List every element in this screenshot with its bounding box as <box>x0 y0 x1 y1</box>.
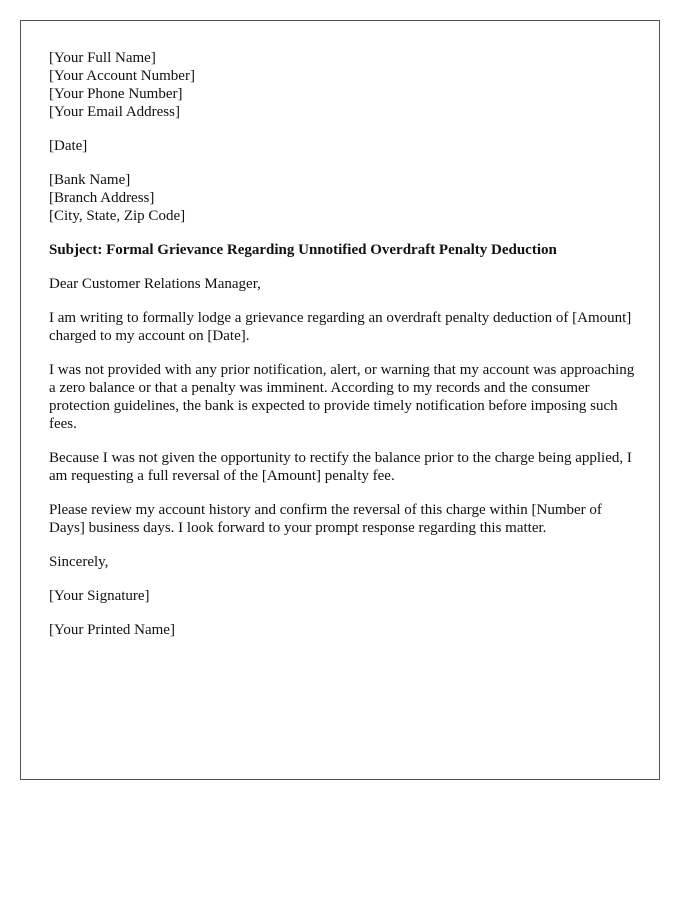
sender-email: [Your Email Address] <box>49 104 180 120</box>
recipient-city-state-zip: [City, State, Zip Code] <box>49 208 186 224</box>
printed-name: [Your Printed Name] <box>49 622 175 638</box>
signature-placeholder: [Your Signature] <box>49 588 150 604</box>
recipient-block <box>49 171 639 225</box>
date-block <box>49 137 639 155</box>
letter-content <box>49 49 639 655</box>
salutation: Dear Customer Relations Manager, <box>49 276 261 292</box>
sender-phone: [Your Phone Number] <box>49 86 183 102</box>
closing: Sincerely, <box>49 554 109 570</box>
body-paragraph-2: I was not provided with any prior notification, alert, or warning that my account was approaching a zero balance or that a penalty was imminent. According to my records and the consumer protection guidelines, the bank is expected to provide timely notification before imposing such fees. <box>49 362 635 432</box>
body-paragraph-1: I am writing to formally lodge a grievance regarding an overdraft penalty deduction of [Amount] charged to my account on [Date]. <box>49 310 632 344</box>
body-paragraph-4: Please review my account history and confirm the reversal of this charge within [Number of Days] business days. I look forward to your prompt response regarding this matter. <box>49 502 602 536</box>
letter-subject: Subject: Formal Grievance Regarding Unnotified Overdraft Penalty Deduction <box>49 242 557 258</box>
recipient-bank-name: [Bank Name] <box>49 172 131 188</box>
recipient-branch-address: [Branch Address] <box>49 190 155 206</box>
letter-page <box>20 20 660 780</box>
sender-name: [Your Full Name] <box>49 50 156 66</box>
sender-account-number: [Your Account Number] <box>49 68 195 84</box>
sender-block <box>49 49 639 121</box>
body-paragraph-3: Because I was not given the opportunity to rectify the balance prior to the charge being applied, I am requesting a full reversal of the [Amount] penalty fee. <box>49 450 632 484</box>
letter-date: [Date] <box>49 138 88 154</box>
